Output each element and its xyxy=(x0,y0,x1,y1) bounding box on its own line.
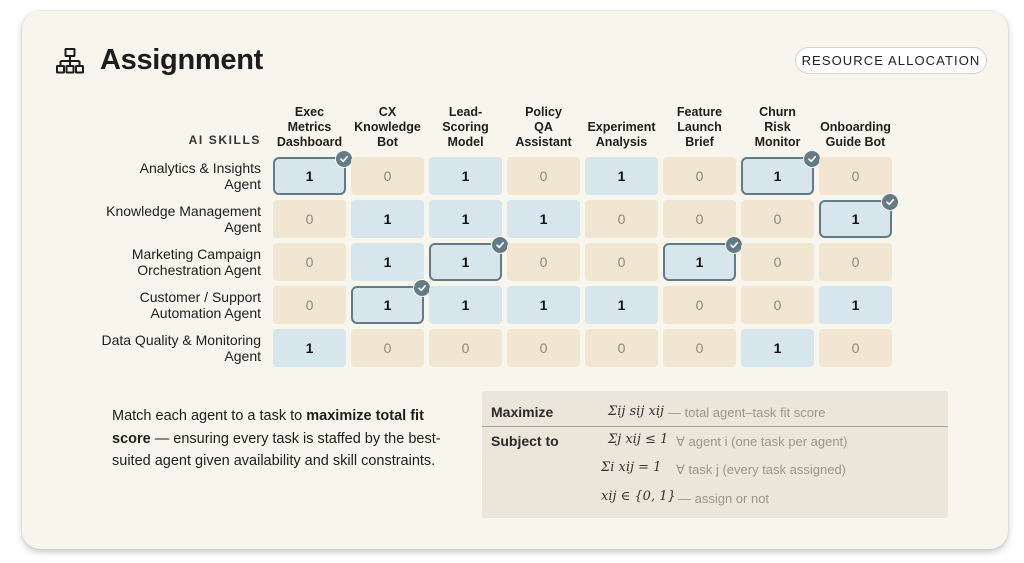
assignment-cell[interactable] xyxy=(819,286,892,324)
cell-value: 0 xyxy=(383,340,392,356)
assignment-cell[interactable] xyxy=(273,200,346,238)
label-line: Onboarding xyxy=(820,120,891,134)
agent-row-label xyxy=(70,329,261,367)
maximize-label: Maximize xyxy=(491,404,554,420)
cell-value: 0 xyxy=(773,297,782,313)
assignment-cell[interactable] xyxy=(663,157,736,195)
assignment-cell[interactable] xyxy=(273,243,346,281)
cell-value: 1 xyxy=(851,297,860,313)
constraint-note: ∀ task j (every task assigned) xyxy=(676,462,847,477)
cell-value: 1 xyxy=(461,297,470,313)
assignment-cell[interactable] xyxy=(351,157,424,195)
assignment-cell[interactable] xyxy=(351,200,424,238)
cell-value: 0 xyxy=(617,211,626,227)
cell-value: 1 xyxy=(617,168,626,184)
agent-row-label xyxy=(70,243,261,281)
assignment-cell[interactable] xyxy=(741,329,814,367)
label-line: Agent xyxy=(224,348,261,364)
assignment-cell-selected[interactable] xyxy=(663,243,736,281)
title-area xyxy=(56,44,263,77)
cell-value: 0 xyxy=(773,254,782,270)
assignment-cell-selected[interactable] xyxy=(741,157,814,195)
label-line: Experiment xyxy=(587,120,656,134)
skill-column-header xyxy=(657,100,742,150)
assignment-cell-selected[interactable] xyxy=(819,200,892,238)
cell-value: 0 xyxy=(617,254,626,270)
cell-value: 0 xyxy=(539,254,548,270)
cell-value: 0 xyxy=(617,340,626,356)
assignment-cell[interactable] xyxy=(741,286,814,324)
label-line: Model xyxy=(447,135,484,149)
agent-row-label xyxy=(70,200,261,238)
label-line: Knowledge Management xyxy=(106,203,261,219)
category-badge: RESOURCE ALLOCATION xyxy=(795,47,987,74)
label-line: Automation Agent xyxy=(150,305,261,321)
label-line: Monitor xyxy=(754,135,801,149)
label-line: Customer / Support xyxy=(139,289,261,305)
assignment-cell[interactable] xyxy=(273,286,346,324)
assignment-cell[interactable] xyxy=(507,157,580,195)
cell-value: 1 xyxy=(695,254,704,270)
objective-expression: Σij sij xij xyxy=(608,404,665,419)
label-line: Risk xyxy=(764,120,791,134)
description-text xyxy=(112,405,462,473)
constraint-expression: Σi xij = 1 xyxy=(601,460,662,475)
label-line: Orchestration Agent xyxy=(137,262,261,278)
constraint-expression: xij ∈ {0, 1} xyxy=(601,489,676,504)
assignment-cell[interactable] xyxy=(663,329,736,367)
page-title: Assignment xyxy=(100,44,263,76)
formula-panel xyxy=(482,391,948,518)
cell-value: 1 xyxy=(851,211,860,227)
cell-value: 0 xyxy=(305,297,314,313)
check-circle-icon xyxy=(881,193,899,211)
cell-value: 0 xyxy=(461,340,470,356)
description-before: Match each agent to a task to xyxy=(112,408,307,424)
cell-value: 0 xyxy=(851,254,860,270)
label-line: Metrics xyxy=(287,120,332,134)
assignment-cell[interactable] xyxy=(663,286,736,324)
assignment-cell[interactable] xyxy=(585,243,658,281)
label-line: Guide Bot xyxy=(825,135,886,149)
assignment-cell[interactable] xyxy=(585,157,658,195)
constraint-expression: Σj xij ≤ 1 xyxy=(608,432,669,447)
label-line: Scoring xyxy=(442,120,489,134)
skill-column-header xyxy=(423,100,508,150)
cell-value: 0 xyxy=(383,168,392,184)
cell-value: 1 xyxy=(383,297,392,313)
label-line: Data Quality & Monitoring xyxy=(101,332,261,348)
cell-value: 1 xyxy=(617,297,626,313)
cell-value: 0 xyxy=(305,254,314,270)
label-line: Dashboard xyxy=(276,135,343,149)
assignment-cell-selected[interactable] xyxy=(351,286,424,324)
assignment-cell[interactable] xyxy=(819,329,892,367)
label-line: Knowledge xyxy=(354,120,421,134)
assignment-cell[interactable] xyxy=(507,286,580,324)
assignment-cell-selected[interactable] xyxy=(273,157,346,195)
label-line: Analysis xyxy=(595,135,648,149)
label-line: Bot xyxy=(377,135,398,149)
assignment-cell-selected[interactable] xyxy=(429,243,502,281)
cell-value: 1 xyxy=(305,168,314,184)
cell-value: 0 xyxy=(695,297,704,313)
skills-axis-label: AI SKILLS xyxy=(188,133,261,147)
label-line: Churn xyxy=(759,105,796,119)
description-bold: maximize total fit score xyxy=(112,408,424,447)
assignment-cell[interactable] xyxy=(585,329,658,367)
label-line: Agent xyxy=(224,219,261,235)
assignment-cell[interactable] xyxy=(819,243,892,281)
skill-column-header xyxy=(345,100,430,150)
constraint-note: — assign or not xyxy=(678,491,770,506)
subject-to-label: Subject to xyxy=(491,433,559,449)
assignment-cell[interactable] xyxy=(351,329,424,367)
cell-value: 1 xyxy=(539,297,548,313)
assignment-cell[interactable] xyxy=(273,329,346,367)
assignment-cell[interactable] xyxy=(741,200,814,238)
label-line: Launch xyxy=(677,120,722,134)
label-line: CX xyxy=(378,105,397,119)
label-line: Agent xyxy=(224,176,261,192)
cell-value: 0 xyxy=(773,211,782,227)
assignment-cell[interactable] xyxy=(351,243,424,281)
skill-column-header xyxy=(501,100,586,150)
label-line: Analytics & Insights xyxy=(139,160,261,176)
assignment-cell[interactable] xyxy=(585,200,658,238)
assignment-cell[interactable] xyxy=(741,243,814,281)
cell-value: 0 xyxy=(305,211,314,227)
cell-value: 0 xyxy=(695,340,704,356)
cell-value: 1 xyxy=(773,168,782,184)
label-line: Marketing Campaign xyxy=(131,246,261,262)
skill-column-header xyxy=(735,100,820,150)
assignment-cell[interactable] xyxy=(585,286,658,324)
assignment-cell[interactable] xyxy=(429,286,502,324)
label-line: Lead- xyxy=(448,105,483,119)
assignment-cell[interactable] xyxy=(507,243,580,281)
skill-column-header xyxy=(267,100,352,150)
cell-value: 0 xyxy=(851,340,860,356)
cell-value: 0 xyxy=(851,168,860,184)
cell-value: 1 xyxy=(773,340,782,356)
cell-value: 1 xyxy=(305,340,314,356)
assignment-cell[interactable] xyxy=(507,200,580,238)
cell-value: 0 xyxy=(539,168,548,184)
agent-row-label xyxy=(70,286,261,324)
cell-value: 1 xyxy=(383,211,392,227)
cell-value: 1 xyxy=(383,254,392,270)
cell-value: 1 xyxy=(461,254,470,270)
org-chart-icon xyxy=(56,47,84,75)
skill-column-header xyxy=(579,100,664,150)
formula-divider xyxy=(482,426,948,427)
label-line: Policy xyxy=(525,105,562,119)
description-after: — ensuring every task is staffed by the best-suited agent given availability and skill constraints. xyxy=(112,430,441,469)
objective-note: — total agent–task fit score xyxy=(668,405,826,420)
skill-column-header xyxy=(813,100,898,150)
cell-value: 1 xyxy=(461,168,470,184)
assignment-cell[interactable] xyxy=(819,157,892,195)
assignment-cell[interactable] xyxy=(429,200,502,238)
label-line: Assistant xyxy=(515,135,572,149)
cell-value: 1 xyxy=(539,211,548,227)
assignment-cell[interactable] xyxy=(429,329,502,367)
agent-row-label xyxy=(70,157,261,195)
label-line: QA xyxy=(534,120,553,134)
cell-value: 0 xyxy=(695,211,704,227)
assignment-cell[interactable] xyxy=(507,329,580,367)
cell-value: 0 xyxy=(539,340,548,356)
assignment-cell[interactable] xyxy=(429,157,502,195)
label-line: Exec xyxy=(294,105,325,119)
label-line: Feature xyxy=(676,105,723,119)
label-line: Brief xyxy=(685,135,714,149)
cell-value: 1 xyxy=(461,211,470,227)
cell-value: 0 xyxy=(695,168,704,184)
assignment-cell[interactable] xyxy=(663,200,736,238)
constraint-note: ∀ agent i (one task per agent) xyxy=(676,434,848,449)
